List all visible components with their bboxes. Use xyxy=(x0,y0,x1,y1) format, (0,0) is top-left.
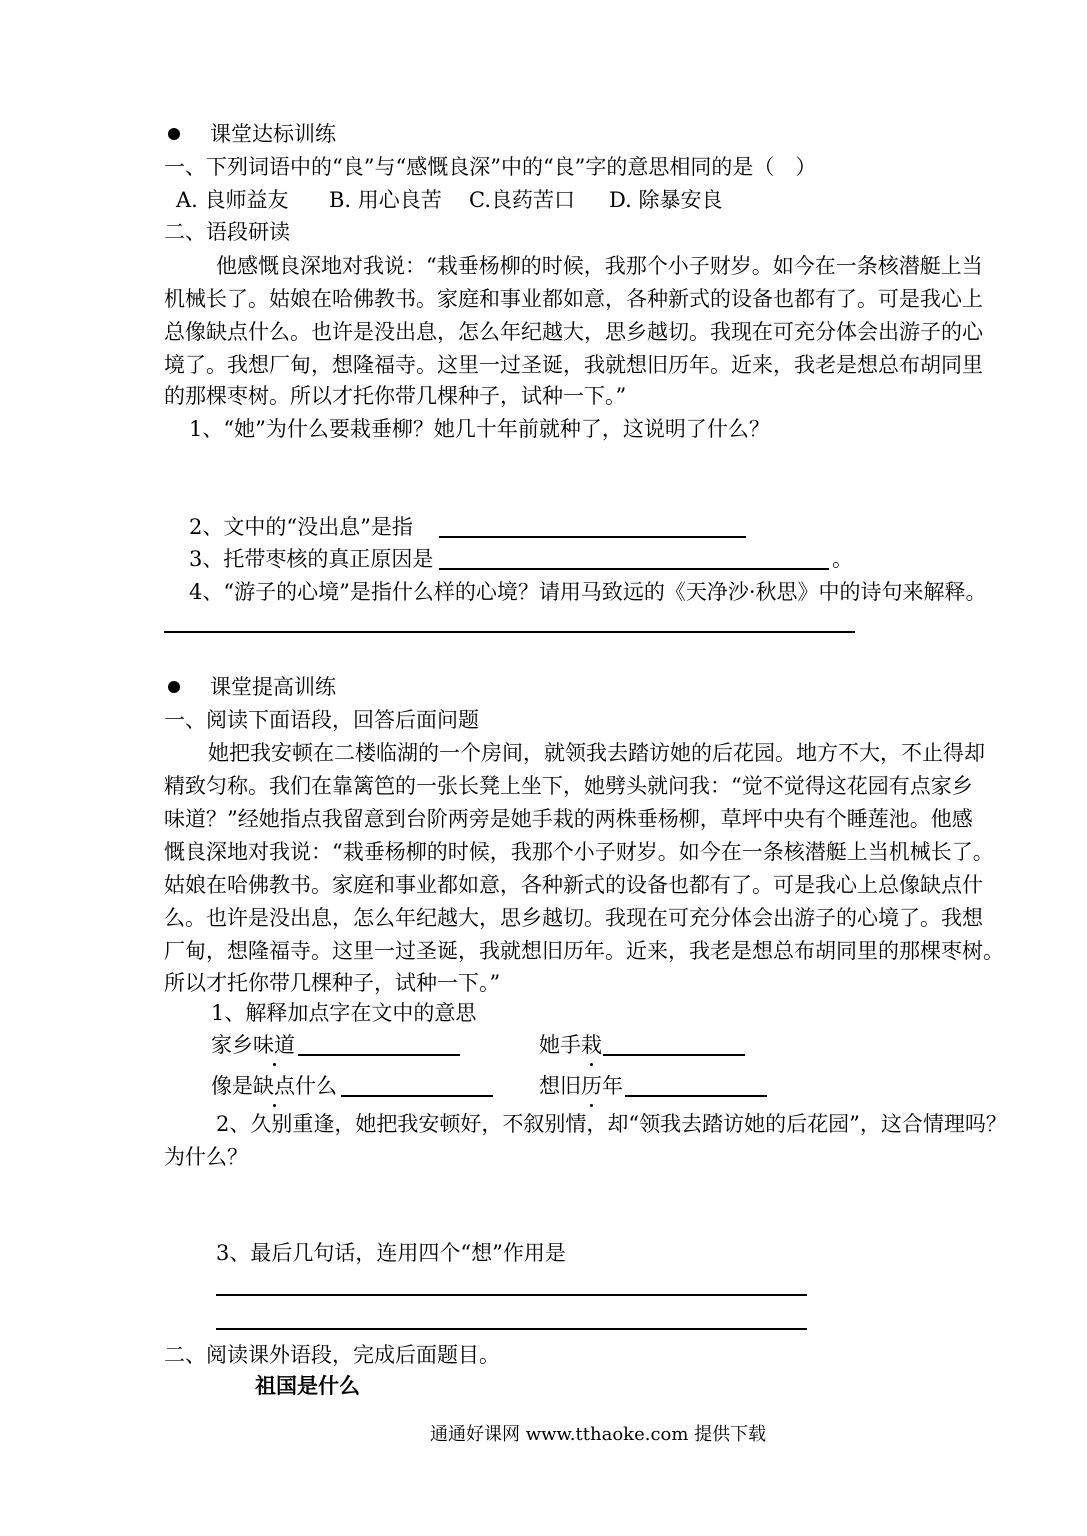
part-1-question-2: 2、久别重逢，她把我安顿好，不叙别情，却“领我去踏访她的后花园”，这合情理吗？ xyxy=(216,1112,1007,1136)
answer-line[interactable] xyxy=(439,568,829,570)
dotted-word: 栽 xyxy=(581,1033,602,1057)
answer-line[interactable] xyxy=(341,1095,493,1097)
passage-line: 她把我安顿在二楼临湖的一个房间，就领我去踏访她的后花园。地方不大，不止得却 xyxy=(208,741,985,765)
sub-question-3-end: 。 xyxy=(832,547,853,571)
option-a: A. 良师益友 xyxy=(176,188,289,212)
part-2-heading: 二、阅读课外语段，完成后面题目。 xyxy=(164,1343,500,1367)
passage-line: 境了。我想厂甸，想隆福寺。这里一过圣诞，我就想旧历年。近来，我老是想总布胡同里 xyxy=(164,353,983,377)
part-1-question-1: 1、解释加点字在文中的意思 xyxy=(211,1001,477,1025)
vocab-item: 像是缺点什么 xyxy=(211,1074,337,1098)
bullet-icon xyxy=(168,681,180,693)
vocab-item: 她手栽 xyxy=(539,1033,602,1057)
dotted-word: 味道 xyxy=(253,1033,295,1057)
part-1-heading: 一、阅读下面语段，回答后面问题 xyxy=(164,708,479,732)
dotted-word: 旧历年 xyxy=(560,1074,623,1098)
sub-question-4: 4、“游子的心境”是指什么样的心境？请用马致远的《天净沙·秋思》中的诗句来解释。 xyxy=(189,580,987,604)
dotted-word: 缺点 xyxy=(253,1074,295,1098)
option-d: D. 除暴安良 xyxy=(609,188,723,212)
sub-question-1: 1、“她”为什么要栽垂柳？她几十年前就种了，这说明了什么？ xyxy=(189,417,770,441)
section-title: 课堂达标训练 xyxy=(210,122,336,146)
answer-line[interactable] xyxy=(164,631,855,633)
part-1-question-2-cont: 为什么？ xyxy=(164,1145,248,1169)
question-2-heading: 二、语段研读 xyxy=(164,220,290,244)
sub-question-3: 3、托带枣核的真正原因是 xyxy=(189,547,434,571)
option-b: B. 用心良苦 xyxy=(329,188,442,212)
sub-question-2: 2、文中的“没出息”是指 xyxy=(189,515,413,539)
vocab-item: 家乡味道 xyxy=(211,1033,295,1057)
answer-line[interactable] xyxy=(603,1054,745,1056)
passage-line: 机械长了。姑娘在哈佛教书。家庭和事业都如意，各种新式的设备也都有了。可是我心上 xyxy=(164,287,983,311)
answer-line[interactable] xyxy=(216,1328,807,1330)
passage-line: 精致匀称。我们在靠篱笆的一张长凳上坐下，她劈头就问我：“觉不觉得这花园有点家乡 xyxy=(164,774,973,798)
passage-line: 总像缺点什么。也许是没出息，怎么年纪越大，思乡越切。我现在可充分体会出游子的心 xyxy=(164,320,983,344)
part-1-question-3: 3、最后几句话，连用四个“想”作用是 xyxy=(216,1241,566,1265)
bullet-icon xyxy=(168,128,180,140)
option-c: C.良药苦口 xyxy=(469,188,575,212)
footer: 通通好课网 www.tthaoke.com 提供下载 xyxy=(430,1424,767,1445)
passage-line: 他感慨良深地对我说：“栽垂杨柳的时候，我那个小子财岁。如今在一条核潜艇上当 xyxy=(216,254,983,278)
passage-line: 慨良深地对我说：“栽垂杨柳的时候，我那个小子财岁。如今在一条核潜艇上当机械长了。 xyxy=(164,840,994,864)
answer-line[interactable] xyxy=(298,1054,460,1056)
passage-line: 厂甸，想隆福寺。这里一过圣诞，我就想旧历年。近来，我老是想总布胡同里的那棵枣树。 xyxy=(164,939,1004,963)
passage-line: 姑娘在哈佛教书。家庭和事业都如意，各种新式的设备也都有了。可是我心上总像缺点什 xyxy=(164,873,983,897)
answer-line[interactable] xyxy=(439,536,746,538)
vocab-item: 想旧历年 xyxy=(539,1074,623,1098)
section-title: 课堂提高训练 xyxy=(210,675,336,699)
passage-line: 么。也许是没出息，怎么年纪越大，思乡越切。我现在可充分体会出游子的心境了。我想 xyxy=(164,906,983,930)
answer-line[interactable] xyxy=(216,1294,807,1296)
passage-line: 的那棵枣树。所以才托你带几棵种子，试种一下。” xyxy=(164,384,627,408)
passage-line: 所以才托你带几棵种子，试种一下。” xyxy=(164,971,501,995)
article-title: 祖国是什么 xyxy=(255,1374,360,1398)
answer-line[interactable] xyxy=(625,1095,767,1097)
passage-line: 味道？”经她指点我留意到台阶两旁是她手栽的两株垂杨柳，草坪中央有个睡莲池。他感 xyxy=(164,807,973,831)
question-1-text: 一、下列词语中的“良”与“感慨良深”中的“良”字的意思相同的是（ ） xyxy=(164,155,817,179)
